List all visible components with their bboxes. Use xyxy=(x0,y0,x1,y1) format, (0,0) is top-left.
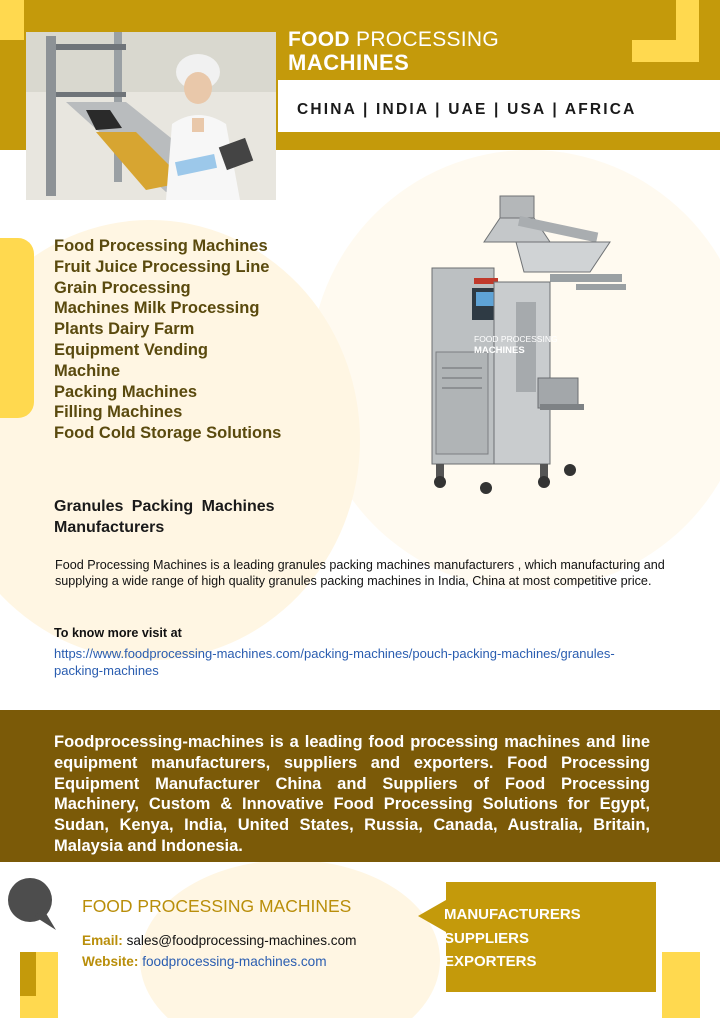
granule-packing-machine-icon xyxy=(420,192,640,498)
keyword-line: Plants Dairy Farm xyxy=(54,320,195,339)
footer-email-row xyxy=(82,933,356,948)
brand-logo-line2: MACHINES xyxy=(288,50,410,75)
left-accent-bar xyxy=(0,238,34,418)
badge-line: SUPPLIERS xyxy=(444,929,530,947)
corner-accent xyxy=(662,952,700,1018)
keyword-line: Equipment Vending xyxy=(54,340,209,359)
section-heading: Granules Packing Machines Manufacturers xyxy=(54,498,275,536)
keyword-line: Fruit Juice Processing Line xyxy=(54,257,270,276)
keyword-line: Machines Milk Processing xyxy=(54,299,260,318)
keyword-line: Grain Processing xyxy=(54,278,191,297)
email-link[interactable]: sales@foodprocessing-machines.com xyxy=(126,933,357,948)
corner-accent xyxy=(0,0,24,40)
keyword-line: Food Processing Machines xyxy=(54,237,268,255)
watermark-line1: FOOD PROCESSING xyxy=(474,334,558,344)
email-label: Email: xyxy=(82,933,123,948)
footer-website-row xyxy=(82,954,327,969)
brand-mark-icon xyxy=(6,876,56,930)
keyword-line: Filling Machines xyxy=(54,403,183,422)
visit-label: To know more visit at xyxy=(54,626,182,640)
footer-title: FOOD PROCESSING MACHINES xyxy=(82,896,352,916)
corner-accent-inner xyxy=(20,952,36,996)
website-label: Website: xyxy=(82,954,139,969)
badge-line: EXPORTERS xyxy=(444,953,537,970)
keyword-line: Food Cold Storage Solutions xyxy=(54,424,282,443)
website-link[interactable]: foodprocessing-machines.com xyxy=(142,954,327,969)
brand-logo-line1: FOOD PROCESSING xyxy=(288,28,500,51)
watermark-line2: MACHINES xyxy=(474,345,525,356)
badge-text xyxy=(444,903,581,974)
badge-line: MANUFACTURERS xyxy=(444,906,581,923)
section-body: Food Processing Machines is a leading granules packing machines manufacturers , which manufacturing and supplying a wide range of high quality granules packing machines in India, China at most competitive price. xyxy=(55,558,665,589)
keyword-line: Machine xyxy=(54,361,121,380)
keyword-line: Packing Machines xyxy=(54,382,198,401)
worker-at-packaging-line-photo xyxy=(26,32,276,200)
summary-text: Foodprocessing-machines is a leading food processing machines and line equipment manufacturers, suppliers and exporters. Food Processing Equipment Manufacturer China and Suppliers of Food Processing Machinery, Custom & Innovative Food Processing Solutions for Egypt, Sudan, Kenya, India, United States, Russia, Canada, Australia, Britain, Malaysia and Indonesia. xyxy=(54,733,650,855)
corner-accent-inner xyxy=(632,0,676,40)
visit-url-link[interactable]: https://www.foodprocessing-machines.com/packing-machines/pouch-packing-machines/granules-packing-machines xyxy=(54,646,615,678)
badge-notch xyxy=(418,900,446,932)
keyword-list xyxy=(54,236,324,444)
countries-list: CHINA | INDIA | UAE | USA | AFRICA xyxy=(297,101,637,118)
